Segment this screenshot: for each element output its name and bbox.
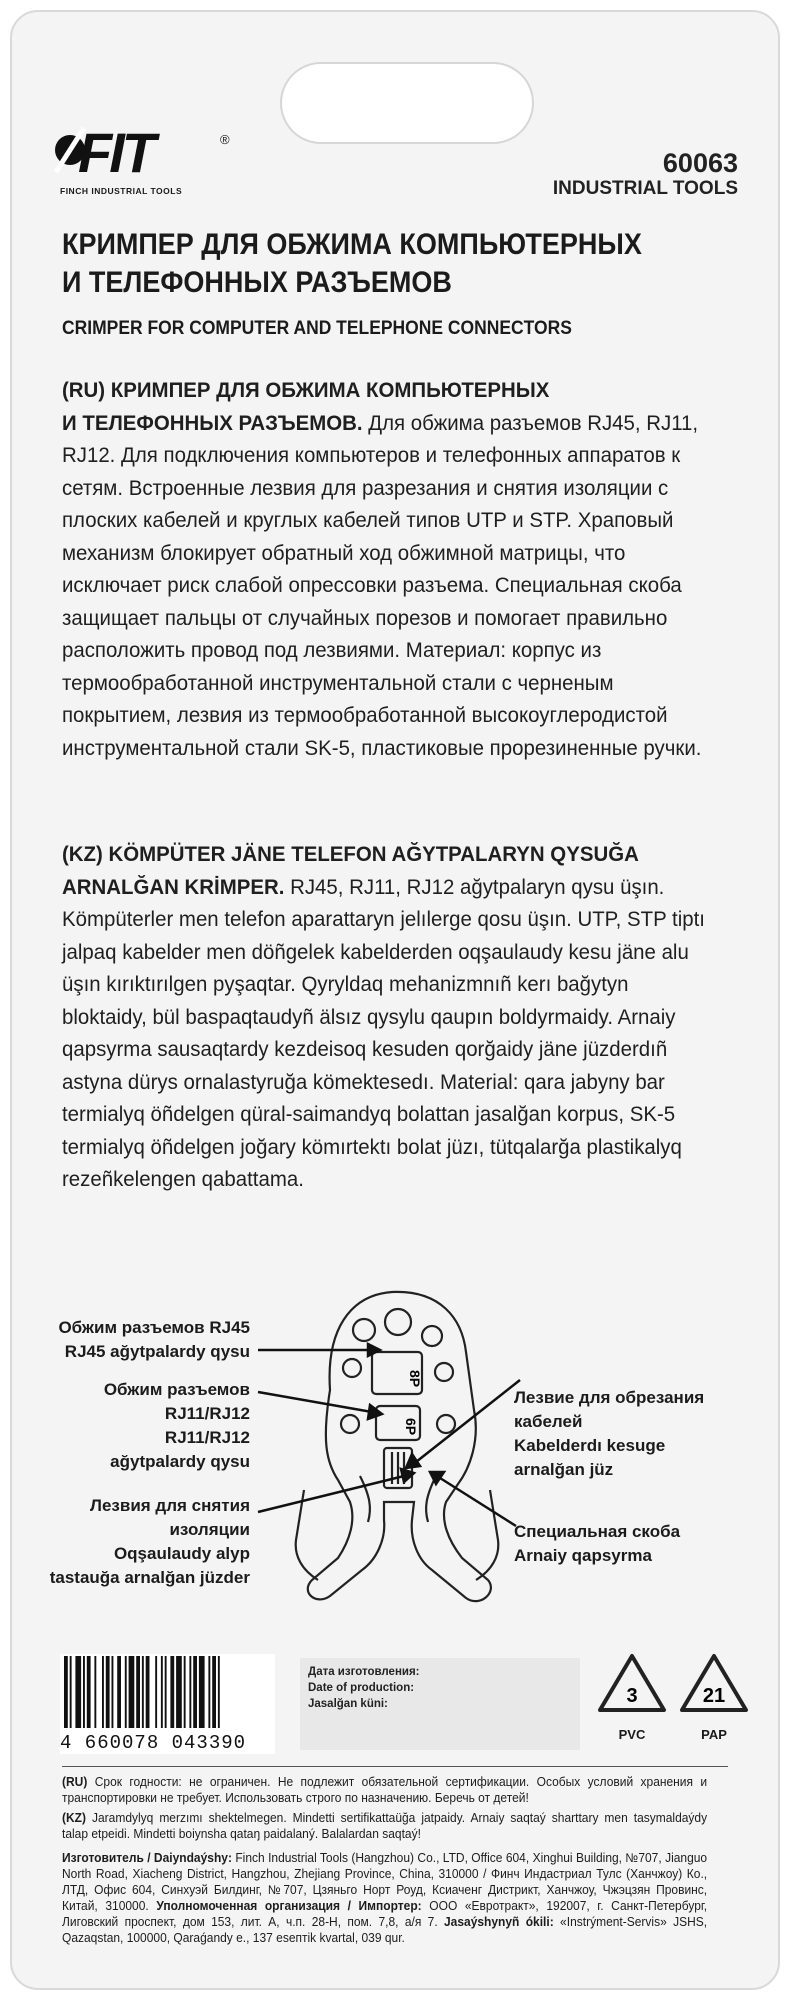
barcode-bar <box>218 1656 220 1728</box>
fine-kz-text: Jaramdylyq merzımı shektelmegen. Mindetti sertifikattaüğa jatpaidy. Arnaiy saqtaý sharttary men tasymaldaýdy talap etpeidi. Mindetti boiynsha qataŋ paidalaný. Balalardan saqtaý! <box>62 1811 708 1841</box>
barcode-bar <box>106 1656 110 1728</box>
barcode-bar <box>170 1656 174 1728</box>
logo-text: FIT <box>78 121 153 184</box>
barcode-bar <box>87 1656 91 1728</box>
barcode-bar <box>212 1656 216 1728</box>
fine-kz-rep-text: «Instrýment-Servis» JSHS, Qazaqstan, 100000, Qaraǵandy e., 137 esептik kvartal, 039 qur. <box>62 1915 708 1945</box>
barcode-bar <box>94 1656 96 1728</box>
callout-cut-line3: Kabelderdı kesuge <box>514 1436 666 1455</box>
recycle-pvc-number: 3 <box>626 1685 638 1707</box>
sku-number: 60063 <box>662 148 738 178</box>
fine-ru-tag: (RU) <box>62 1775 88 1789</box>
description-ru-body: Для обжима разъемов RJ45, RJ11, RJ12. Для подключения компьютеров и телефонных аппаратов к сетям. Встроенные лезвия для разрезания и снятия изоляции с плоских кабелей и круглых кабелей типов UTP и STP. Храповый механизм блокирует обратный ход обжимной матрицы, что исключает риск слабой опрессовки разъема. Специальная скоба защищает пальцы от случайных порезов и помогает правильно расположить провод под лезвиями. Материал: корпус из термообработанной инструментальной стали с черненым покрытием, лезвия из термообработанной высокоуглеродистой инструментальной стали SK-5, пластиковые прорезиненные ручки. <box>62 410 702 760</box>
description-kz-heading-line2: ARNALĞAN KRİMPER. <box>62 874 285 899</box>
logo-subtitle: FINCH INDUSTRIAL TOOLS <box>60 186 183 196</box>
production-date-kz: Jasalğan küni: <box>308 1698 388 1710</box>
barcode-bar <box>142 1656 144 1728</box>
barcode-bar <box>112 1656 114 1728</box>
barcode-bar <box>165 1656 167 1728</box>
barcode-bars <box>60 1654 275 1730</box>
callout-rj11-line2: RJ11/RJ12 <box>164 1404 250 1423</box>
callout-rj11-line4: ağytpalardy qysu <box>110 1452 250 1471</box>
crimper-diagram <box>0 1240 790 1640</box>
brand-logo <box>52 121 232 198</box>
fine-kz-rep-label: Jasaýshynyñ ókili: <box>444 1915 554 1929</box>
description-ru <box>62 374 718 764</box>
barcode-bar <box>208 1656 210 1728</box>
callout-cut-blade <box>514 1386 704 1482</box>
callout-rj11-rj12 <box>104 1378 250 1474</box>
barcode-bar <box>199 1656 205 1728</box>
die-label-6p: 6P <box>403 1418 419 1436</box>
callout-guard <box>514 1520 680 1568</box>
callout-cut-line1: Лезвие для обрезания <box>514 1388 705 1407</box>
die-label-8p: 8P <box>407 1370 423 1388</box>
fine-print-kz <box>62 1810 707 1842</box>
fine-ru-text: Срок годности: не ограничен. Не подлежит обязательной сертификации. Особых условий хранения и транспортировки не требует. Использовать строго по назначению. Беречь от детей! <box>62 1775 708 1805</box>
barcode-bar <box>189 1656 191 1728</box>
barcode-bar <box>102 1656 104 1728</box>
title-ru-line1: КРИМПЕР ДЛЯ ОБЖИМА КОМПЬЮТЕРНЫХ <box>62 228 642 261</box>
callout-strip-blades <box>50 1494 250 1590</box>
recycle-pap-label: PAP <box>701 1727 727 1742</box>
product-title-en: CRIMPER FOR COMPUTER AND TELEPHONE CONNECTORS <box>62 318 572 339</box>
description-ru-heading-line1: (RU) КРИМПЕР ДЛЯ ОБЖИМА КОМПЬЮТЕРНЫХ <box>62 378 550 402</box>
fine-importer-label: Уполномоченная организация / Импортер: <box>156 1899 422 1913</box>
recycle-pap-icon <box>676 1650 752 1742</box>
production-date-en: Date of production: <box>308 1682 415 1694</box>
fine-print-maker <box>62 1850 707 1946</box>
fine-print-ru <box>62 1774 707 1806</box>
fine-maker-text: Finch Industrial Tools (Hangzhou) Co., LTD, Office 604, Xinghui Building, №707, Jianguo North Road, Xiacheng District, Hangzhou, Zhejiang Province, China, 310000 / Финч Индастриал Тулс (Ханчжоу) Ко., ЛТД, Офис 604, Синхуэй Билдинг, №707, Цзяньго Норт Роуд, Ксиаченг Дистрикт, Ханчжоу, Чжэцзян Провинс, Китай, 310000. <box>62 1851 708 1913</box>
recycle-pvc-label: PVC <box>618 1727 646 1742</box>
callout-strip-line2: изоляции <box>169 1520 250 1539</box>
callout-guard-line2: Arnaiy qapsyrma <box>514 1546 652 1565</box>
callout-rj45-line1: Обжим разъемов RJ45 <box>58 1318 250 1337</box>
barcode-bar <box>117 1656 121 1728</box>
product-title-ru <box>62 226 674 302</box>
barcode-bar <box>136 1656 140 1728</box>
barcode-bar <box>83 1656 85 1728</box>
fine-kz-tag: (KZ) <box>62 1811 86 1825</box>
fine-importer-text: ООО «Евротракт», 192007, г. Санкт-Петербург, Лиговский проспект, дом 153, лит. А, ч.п. 28-Н, пом. 7,8, а/я 7. <box>62 1899 708 1929</box>
barcode-bar <box>125 1656 127 1728</box>
hang-hole <box>280 62 534 144</box>
callout-strip-line4: tastauğa arnalğan jüzder <box>49 1568 250 1587</box>
barcode-bar <box>129 1656 135 1728</box>
barcode-bar <box>184 1656 186 1728</box>
callout-strip-line1: Лезвия для снятия <box>90 1496 250 1515</box>
title-ru-line2: И ТЕЛЕФОННЫХ РАЗЪЕМОВ <box>62 266 452 299</box>
barcode-bar <box>193 1656 197 1728</box>
callout-rj11-line1: Обжим разъемов <box>103 1380 250 1399</box>
barcode-digits: 4 660078 043390 <box>60 1732 275 1754</box>
barcode-bar <box>70 1656 72 1728</box>
callout-rj11-line3: RJ11/RJ12 <box>164 1428 250 1447</box>
callout-cut-line4: arnalğan jüz <box>514 1460 614 1479</box>
barcode-bar <box>146 1656 150 1728</box>
barcode-bar <box>161 1656 163 1728</box>
barcode-bar <box>64 1656 68 1728</box>
description-kz <box>62 838 718 1196</box>
callout-strip-line3: Oqşaulaudy alyp <box>113 1544 250 1563</box>
callout-rj45 <box>58 1316 250 1364</box>
barcode-bar <box>75 1656 81 1728</box>
fine-maker-label: Изготовитель / Daiyndaýshy: <box>62 1851 232 1865</box>
production-date-ru: Дата изготовления: <box>308 1666 420 1678</box>
callout-rj45-line2: RJ45 ağytpalardy qysu <box>64 1342 250 1361</box>
description-ru-heading-line2: И ТЕЛЕФОННЫХ РАЗЪЕМОВ. <box>62 410 363 435</box>
callout-cut-line2: кабелей <box>514 1412 583 1431</box>
sku-subtitle: INDUSTRIAL TOOLS <box>552 178 738 199</box>
barcode-bar <box>176 1656 182 1728</box>
description-kz-heading-line1: (KZ) KÖMPÜTER JÄNE TELEFON AĞYTPALARYN QYSUĞA <box>62 842 639 866</box>
divider <box>62 1766 728 1767</box>
callout-guard-line1: Специальная скоба <box>514 1522 681 1541</box>
recycle-pvc-icon <box>594 1650 670 1742</box>
recycle-pap-number: 21 <box>702 1685 726 1707</box>
barcode-bar <box>155 1656 157 1728</box>
description-kz-body: RJ45, RJ11, RJ12 ağytpalaryn qysu üşın. Kömpüterler men telefon aparattaryn jelılerge qosu üşın. UTP, STP tiptı jalpaq kabelder men döñgelek kabelderden oqşaulaudy kesu jäne alu üşın kırıktırılgen pyşaqtar. Qyryldaq mehanizmnıñ kerı bağytyn bloktaidy, bül baspaqtaudyñ älsız qysylu qaupın boldyrmaidy. Arnaiy qapsyrma sausaqtardy kezdeisoq kesuden qorğaidy jäne jüzderdıñ astyna dürys ornalastyruğa kömektesedı. Material: qara jabyny bar termialyq öñdelgen qüral-saimandyq bolattan jasalğan korpus, SK-5 termialyq öñdelgen joğary kömırtektı bolat jüzı, tütqalarğa plastikalyq rezeñkelengen qabattama. <box>62 874 705 1191</box>
production-date-box <box>300 1658 580 1750</box>
registered-mark: ® <box>220 132 230 147</box>
